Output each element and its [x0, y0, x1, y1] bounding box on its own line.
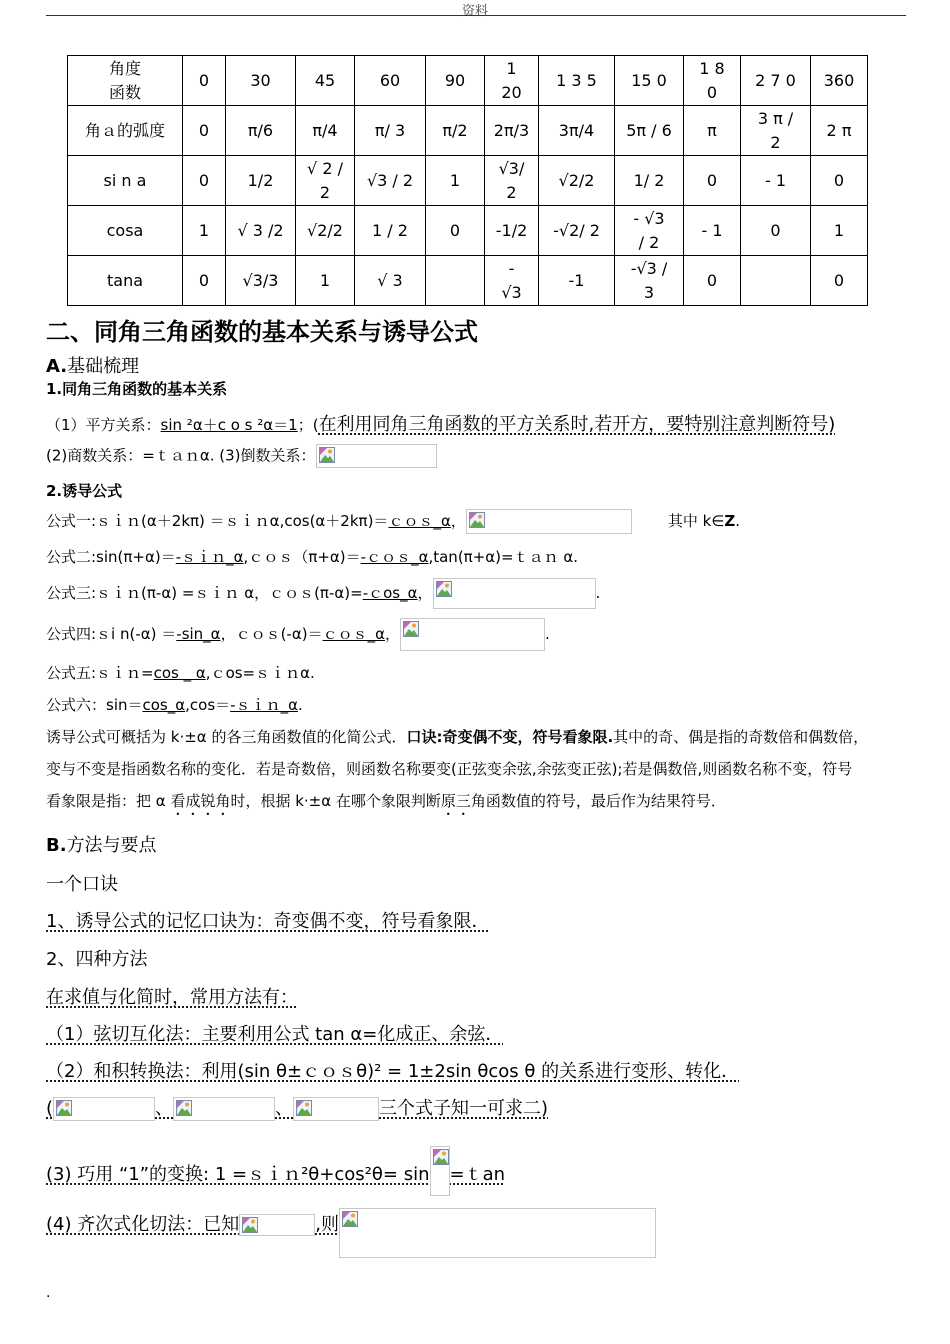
table-cell: 0: [183, 56, 226, 106]
method-chord-tangent: （1）弦切互化法：主要利用公式 tan α=化成正、余弦．: [46, 1024, 504, 1045]
pythag-prefix: （1）平方关系：: [46, 416, 161, 434]
formula-six: [46, 694, 303, 715]
table-cell: 0: [811, 156, 868, 206]
table-cell: 2 π: [811, 106, 868, 156]
formula-five-rest: ,ｃos=ｓｉｎα.: [205, 664, 315, 682]
table-cell: 0: [741, 206, 811, 256]
broken-image-icon: [403, 621, 419, 637]
formula-six-text: 公式六：sin＝: [46, 696, 143, 714]
formula-three-text: 公式三:ｓｉｎ(π-α) =ｓｉｎ α，ｃｏｓ(π-α)=: [46, 584, 363, 602]
table-cell: - 1: [741, 156, 811, 206]
table-cell: 1 3 5: [539, 56, 615, 106]
table-cell: √2/2: [539, 156, 615, 206]
section-title: 二、同角三角函数的基本关系与诱导公式: [46, 318, 478, 346]
broken-image-icon: [176, 1100, 192, 1116]
formula-one-tan-image: [466, 509, 632, 534]
table-cell: 90: [426, 56, 485, 106]
table-cell: - 1: [684, 206, 741, 256]
table-cell: 0: [426, 206, 485, 256]
homogeneous-text: (4) 齐次式化切法：已知: [46, 1214, 240, 1235]
formula-six-cos: cos_α: [142, 696, 186, 714]
three-expr-sep-1: 、: [155, 1098, 174, 1119]
method-sum-product: （2）和积转换法：利用(sin θ±ｃｏｓθ)² = 1±2sin θcos θ 的关系进行变形、转化．: [46, 1061, 740, 1082]
table-cell: 1: [811, 206, 868, 256]
induction-summary-text-2: 其中的奇、偶是指的奇数倍和偶数倍，: [613, 728, 869, 746]
formula-two-mid: ,ｃｏｓ（π+α)＝: [243, 548, 361, 566]
method-heading-1: 一个口诀: [46, 874, 118, 895]
table-cell: - √3: [485, 256, 539, 306]
broken-image-icon: [242, 1217, 258, 1233]
expression-image-1: [53, 1097, 155, 1121]
table-cell: √ 2 / 2: [296, 156, 355, 206]
formula-five-text: 公式五:ｓｉｎ=: [46, 664, 154, 682]
table-cell: 1 / 2: [355, 206, 426, 256]
formula-four-text: 公式四:ｓi n(-α) ＝: [46, 625, 177, 643]
table-cell: 45: [296, 56, 355, 106]
formula-five-cos: cos _ α: [153, 664, 206, 682]
table-cell: 1 8 0: [684, 56, 741, 106]
table-cell: 2π/3: [485, 106, 539, 156]
table-cell: √3 / 2: [355, 156, 426, 206]
table-cell: 2 7 0: [741, 56, 811, 106]
formula-two-text: 公式二:sin(π+α)＝: [46, 548, 176, 566]
induction-summary-line-3: [46, 790, 726, 819]
basic-relations-title: 1.同角三角函数的基本关系: [46, 380, 228, 398]
formula-three-tan-image: [433, 578, 596, 609]
three-expr-open: (: [46, 1098, 54, 1119]
table-cell: 3π/4: [539, 106, 615, 156]
table-cell: 30: [226, 56, 296, 106]
three-expr-text: 三个式子知一可求二): [379, 1098, 549, 1119]
table-cell: 15 0: [615, 56, 684, 106]
formula-three-end: .: [595, 584, 601, 602]
expression-image-3: [293, 1097, 379, 1121]
formula-four: [46, 618, 550, 651]
table-cell: 60: [355, 56, 426, 106]
formula-one-condition: 其中 k∈: [667, 512, 725, 530]
formula-six-mid: ,cos＝: [185, 696, 231, 714]
broken-image-icon: [56, 1100, 72, 1116]
table-row-header: si n a: [68, 156, 183, 206]
formula-two: [46, 546, 578, 567]
formula-one-cos: ｃｏｓ_α: [388, 512, 451, 530]
emphasis-original: 原三: [440, 792, 471, 810]
broken-image-icon: [436, 581, 452, 597]
table-cell: 1: [426, 156, 485, 206]
quotient-text: (2)商数关系：=ｔａｎα. (3)倒数关系：: [46, 446, 316, 465]
quotient-relation-line: [46, 444, 437, 468]
mnemonic-line: 1、诱导公式的记忆口诀为：奇变偶不变，符号看象限．: [46, 911, 490, 932]
table-cell: -1: [539, 256, 615, 306]
homogeneous-then: ,则: [315, 1214, 339, 1235]
table-row: [68, 256, 868, 306]
table-cell: 0: [684, 156, 741, 206]
table-cell: √ 3: [355, 256, 426, 306]
page-header: 资料: [461, 4, 488, 19]
formula-four-end: .: [545, 625, 550, 643]
method-intro: 在求值与化简时，常用方法有：: [46, 987, 298, 1008]
formula-six-sin: -ｓｉｎ_α: [230, 696, 298, 714]
subsection-a-title: [46, 352, 139, 378]
method-one-transform: [46, 1146, 505, 1196]
header-rule: [46, 15, 906, 16]
formula-two-tan: ,tan(π+α)=ｔａｎ α.: [428, 548, 579, 566]
table-cell: -√2/ 2: [539, 206, 615, 256]
table-row-header: cosa: [68, 206, 183, 256]
pythag-relation-line: [46, 410, 835, 436]
table-row: [68, 56, 868, 106]
subsection-b-text: 方法与要点: [66, 835, 157, 856]
broken-image-icon: [296, 1100, 312, 1116]
trig-values-table: [67, 55, 868, 306]
pythag-note: 在利用同角三角函数的平方关系时,若开方，要特别注意判断符号): [318, 414, 836, 435]
table-row: [68, 106, 868, 156]
formula-four-cos: ｃｏｓ_α: [322, 625, 385, 643]
method-heading-2: 2、四种方法: [46, 949, 148, 970]
induction-summary-text: 诱导公式可概括为 k·±α 的各三角函数值的化简公式．: [46, 728, 407, 746]
table-cell: 1 20: [485, 56, 539, 106]
table-cell: π/ 3: [355, 106, 426, 156]
formula-three-sep: ，: [417, 584, 433, 602]
subsection-b-title: [46, 831, 157, 857]
table-cell: - √3 / 2: [615, 206, 684, 256]
formula-five: [46, 662, 315, 683]
formula-four-sin: -sin_α: [176, 625, 221, 643]
formula-three-cos: -ｃos_α: [362, 584, 418, 602]
formula-one-text: 公式一:ｓｉｎ(α＋2kπ) ＝ｓｉｎα,cos(α＋2kπ)＝: [46, 512, 389, 530]
formula-two-sin: -ｓｉｎ_α: [175, 548, 244, 566]
table-cell: 1/ 2: [615, 156, 684, 206]
table-cell: -1/2: [485, 206, 539, 256]
formula-six-end: .: [297, 696, 303, 714]
three-expr-sep-2: 、: [275, 1098, 294, 1119]
broken-image-icon: [433, 1149, 449, 1165]
induction-mnemonic: 口诀:奇变偶不变，符号看象限.: [406, 728, 614, 746]
method-three-expressions: [46, 1094, 548, 1121]
emphasis-acute-angle: 看成锐角: [170, 792, 231, 810]
subsection-a-text: 基础梳理: [67, 356, 140, 377]
table-cell: π/4: [296, 106, 355, 156]
table-cell: 360: [811, 56, 868, 106]
table-cell: [426, 256, 485, 306]
table-cell: 0: [183, 106, 226, 156]
formula-one-end: .: [735, 512, 741, 530]
table-row-header: tana: [68, 256, 183, 306]
table-cell: 0: [183, 256, 226, 306]
table-cell: π/6: [226, 106, 296, 156]
table-row: [68, 156, 868, 206]
formula-four-sep: ，: [384, 625, 400, 643]
reciprocal-formula-image: [316, 444, 437, 468]
table-row: [68, 206, 868, 256]
pythag-mid: ；(: [297, 416, 319, 434]
formula-one-sep: ，: [450, 512, 466, 530]
table-row-header: 角度 函数: [68, 56, 183, 106]
induction-formulas-title: 2.诱导公式: [46, 482, 123, 500]
table-cell: 1/2: [226, 156, 296, 206]
table-cell: π/2: [426, 106, 485, 156]
broken-image-icon: [469, 512, 485, 528]
one-transform-text: (3) 巧用 “1”的变换: 1 =ｓｉｎ²θ+cos²θ= sin: [46, 1164, 430, 1185]
formula-three: [46, 578, 600, 609]
table-cell: 1: [296, 256, 355, 306]
induction-line3-text: 看象限是指：把 α: [46, 792, 171, 810]
table-cell: [741, 256, 811, 306]
formula-four-tan-image: [400, 618, 545, 651]
table-cell: -√3 / 3: [615, 256, 684, 306]
pythag-formula: sin ²α＋c o s ²α＝1: [160, 416, 298, 434]
induction-summary-line-2: 变与不变是指函数名称的变化．若是奇数倍，则函数名称要变(正弦变余弦,余弦变正弦);若是偶数倍,则函数名称不变，符号: [46, 760, 853, 778]
broken-image-icon: [319, 447, 335, 463]
table-cell: 0: [811, 256, 868, 306]
expression-image-2: [173, 1097, 275, 1121]
method-homogeneous: [46, 1208, 656, 1258]
table-cell: √ 3 /2: [226, 206, 296, 256]
table-cell: √3/3: [226, 256, 296, 306]
table-cell: 5π / 6: [615, 106, 684, 156]
broken-image-icon: [342, 1211, 358, 1227]
table-cell: 0: [684, 256, 741, 306]
table-cell: π: [684, 106, 741, 156]
table-cell: √2/2: [296, 206, 355, 256]
integer-set-symbol: Z: [724, 512, 736, 530]
formula-four-mid: ，ｃｏｓ(-α)＝: [220, 625, 323, 643]
one-transform-image: [430, 1146, 450, 1196]
subsection-b-label: B.: [46, 835, 67, 856]
subsection-a-label: A.: [46, 356, 68, 377]
footer-dot: .: [46, 1285, 51, 1301]
homogeneous-result-image: [339, 1208, 656, 1258]
induction-line3-text-2: 时，根据 k·±α 在哪个象限判断: [230, 792, 441, 810]
table-cell: √3/ 2: [485, 156, 539, 206]
induction-line3-text-3: 角函数值的符号，最后作为结果符号．: [470, 792, 726, 810]
table-cell: 0: [183, 156, 226, 206]
table-cell: 3 π / 2: [741, 106, 811, 156]
homogeneous-given-image: [239, 1214, 315, 1236]
induction-summary-line-1: [46, 726, 868, 747]
table-cell: 1: [183, 206, 226, 256]
formula-two-cos: -ｃｏｓ_α: [360, 548, 429, 566]
table-row-header: 角ａ的弧度: [68, 106, 183, 156]
one-transform-tan: =ｔan: [449, 1164, 506, 1185]
formula-one: [46, 509, 740, 534]
